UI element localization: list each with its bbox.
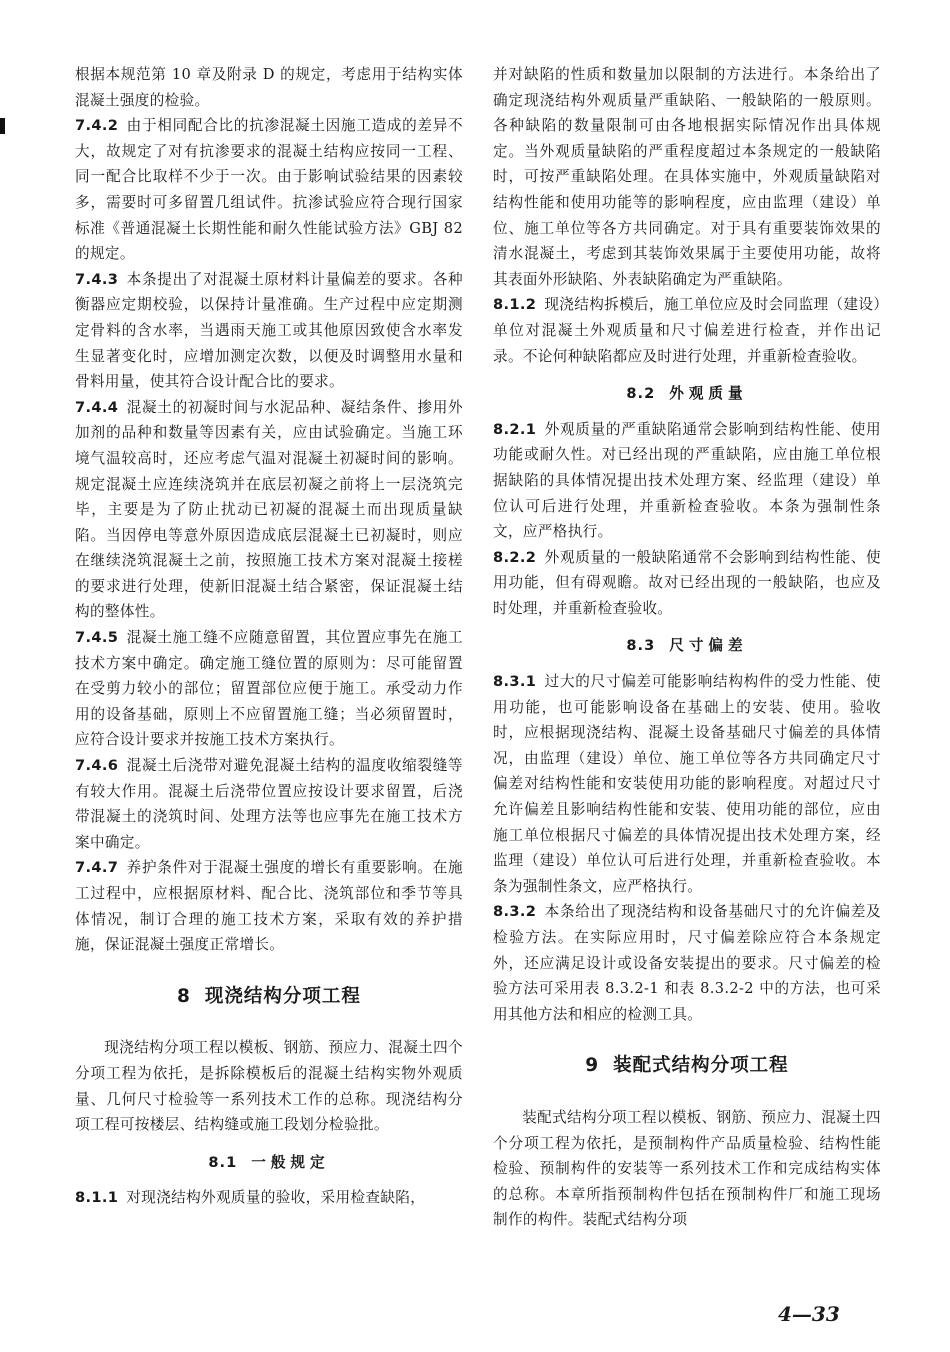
paragraph-continued: 根据本规范第 10 章及附录 D 的规定，考虑用于结构实体混凝土强度的检验。 (75, 66, 463, 109)
chapter-number: 9 (585, 1055, 600, 1077)
clause-number: 8.3.2 (493, 903, 537, 921)
clause-text: 混凝土施工缝不应随意留置，其位置应事先在施工技术方案中确定。确定施工缝位置的原则为：尽可能留置在受剪力较小的部位；留置部位应便于施工。承受动力作用的设备基础，原则上不应留置施工缝；当必须留置时，应符合设计要求并按施工技术方案执行。 (75, 629, 463, 749)
page-number: 4—33 (778, 1302, 840, 1326)
chapter-9-heading (493, 1053, 881, 1079)
right-column (493, 62, 881, 1233)
clause-text: 本条给出了现浇结构和设备基础尺寸的允许偏差及检验方法。在实际应用时，尺寸偏差除应符合本条规定外，还应满足设计或设备安装提出的要求。尺寸偏差的检验方法可采用表 8.3.2-1 和表 8.3.2-2 中的方法，也可采用其他方法和相应的检测工具。 (493, 903, 881, 1023)
chapter-8-heading (75, 984, 463, 1010)
clause-number: 7.4.3 (75, 270, 119, 288)
clause-text: 本条提出了对混凝土原材料计量偏差的要求。各种衡器应定期校验，以保持计量准确。生产过程中应定期测定骨料的含水率，当遇雨天施工或其他原因致使含水率发生显著变化时，应增加测定次数，以便及时调整用水量和骨料用量，使其符合设计配合比的要求。 (75, 270, 463, 391)
section-number: 8.1 (208, 1153, 238, 1171)
clause-text: 现浇结构拆模后，施工单位应及时会同监理（建设）单位对混凝土外观质量和尺寸偏差进行检查，并作出记录。不论何种缺陷都应及时进行处理，并重新检查验收。 (493, 296, 881, 365)
clause-number: 7.4.4 (75, 398, 119, 416)
section-title: 一般规定 (251, 1153, 330, 1171)
section-number: 8.3 (626, 637, 656, 655)
section-8-2-heading (493, 381, 881, 407)
section-8-1-heading (75, 1150, 463, 1176)
chapter-title: 装配式结构分项工程 (613, 1055, 789, 1077)
clause-8-1-1 (75, 1185, 463, 1211)
clause-number: 8.2.2 (493, 548, 537, 566)
clause-7-4-7 (75, 855, 463, 957)
clause-8-1-2 (493, 292, 881, 369)
paragraph-continued: 并对缺陷的性质和数量加以限制的方法进行。本条给出了确定现浇结构外观质量严重缺陷、一般缺陷的一般原则。各种缺陷的数量限制可由各地根据实际情况作出具体规定。当外观质量缺陷的严重程度超过本条规定的一般缺陷时，可按严重缺陷处理。在具体实施中，外观质量缺陷对结构性能和使用功能等的影响程度，应由监理（建设）单位、施工单位等各方共同确定。对于具有重要装饰效果的清水混凝土，考虑到其装饰效果属于主要使用功能，故将其表面外形缺陷、外表缺陷确定为严重缺陷。 (493, 66, 881, 288)
clause-number: 7.4.7 (75, 859, 119, 877)
clause-number: 7.4.2 (75, 117, 119, 135)
clause-number: 8.1.2 (493, 296, 537, 314)
clause-text: 外观质量的一般缺陷通常不会影响到结构性能、使用功能，但有碍观瞻。故对已经出现的一般缺陷，也应及时处理，并重新检查验收。 (493, 548, 881, 617)
clause-number: 8.2.1 (493, 420, 537, 438)
scan-edge-mark (0, 118, 5, 134)
section-title: 外观质量 (669, 385, 748, 403)
clause-8-3-1 (493, 669, 881, 899)
clause-7-4-4 (75, 395, 463, 625)
clause-7-4-5 (75, 625, 463, 753)
clause-number: 7.4.6 (75, 757, 119, 775)
clause-text: 由于相同配合比的抗渗混凝土因施工造成的差异不大，故规定了对有抗渗要求的混凝土结构应按同一工程、同一配合比取样不少于一次。由于影响试验结果的因素较多，需要时可多留置几组试件。抗渗试验应符合现行国家标准《普通混凝土长期性能和耐久性能试验方法》GBJ 82 的规定。 (75, 117, 463, 263)
section-title: 尺寸偏差 (669, 637, 748, 655)
chapter-number: 8 (177, 985, 191, 1007)
left-column (75, 62, 463, 1211)
clause-7-4-2 (75, 113, 463, 267)
clause-number: 8.1.1 (75, 1189, 119, 1207)
clause-8-3-2 (493, 899, 881, 1027)
clause-7-4-6 (75, 753, 463, 855)
chapter-title: 现浇结构分项工程 (204, 985, 361, 1007)
clause-number: 7.4.5 (75, 629, 119, 647)
clause-text: 混凝土后浇带对避免混凝土结构的温度收缩裂缝等有较大作用。混凝土后浇带位置应按设计要求留置，后浇带混凝土的浇筑时间、处理方法等也应事先在施工技术方案中确定。 (75, 757, 463, 851)
clause-text: 对现浇结构外观质量的验收，采用检查缺陷， (126, 1189, 426, 1207)
clause-text: 养护条件对于混凝土强度的增长有重要影响。在施工过程中，应根据原材料、配合比、浇筑部位和季节等具体情况，制订合理的施工技术方案，采取有效的养护措施，保证混凝土强度正常增长。 (75, 859, 463, 954)
section-number: 8.2 (626, 385, 656, 403)
clause-text: 过大的尺寸偏差可能影响结构构件的受力性能、使用功能，也可能影响设备在基础上的安装、使用。验收时，应根据现浇结构、混凝土设备基础尺寸偏差的具体情况，由监理（建设）单位、施工单位等各方共同确定尺寸偏差对结构性能和安装使用功能的影响程度。对超过尺寸允许偏差且影响结构性能和安装、使用功能的部位，应由施工单位根据尺寸偏差的具体情况提出技术处理方案，经监理（建设）单位认可后进行处理，并重新检查验收。本条为强制性条文，应严格执行。 (493, 673, 881, 895)
chapter-9-intro: 装配式结构分项工程以模板、钢筋、预应力、混凝土四个分项工程为依托，是预制构件产品质量检验、结构性能检验、预制构件的安装等一系列技术工作和完成结构实体的总称。本章所指预制构件包括在预制构件厂和施工现场制作的构件。装配式结构分项 (493, 1108, 881, 1229)
clause-8-2-1 (493, 417, 881, 545)
clause-text: 混凝土的初凝时间与水泥品种、凝结条件、掺用外加剂的品种和数量等因素有关，应由试验确定。当施工环境气温较高时，还应考虑气温对混凝土初凝时间的影响。规定混凝土应连续浇筑并在底层初凝之前将上一层浇筑完毕，主要是为了防止扰动已初凝的混凝土而出现质量缺陷。当因停电等意外原因造成底层混凝土已初凝时，则应在继续浇筑混凝土之前，按照施工技术方案对混凝土接槎的要求进行处理，使新旧混凝土结合紧密，保证混凝土结构的整体性。 (75, 398, 463, 621)
clause-text: 外观质量的严重缺陷通常会影响到结构性能、使用功能或耐久性。对已经出现的严重缺陷，应由施工单位根据缺陷的具体情况提出技术处理方案、经监理（建设）单位认可后进行处理，并重新检查验收。本条为强制性条文，应严格执行。 (493, 420, 881, 541)
clause-number: 8.3.1 (493, 673, 537, 691)
section-8-3-heading (493, 633, 881, 659)
chapter-8-intro: 现浇结构分项工程以模板、钢筋、预应力、混凝土四个分项工程为依托，是拆除模板后的混凝土结构实物外观质量、几何尺寸检验等一系列技术工作的总称。现浇结构分项工程可按楼层、结构缝或施工段划分检验批。 (75, 1039, 463, 1134)
clause-7-4-3 (75, 267, 463, 395)
clause-8-2-2 (493, 545, 881, 622)
